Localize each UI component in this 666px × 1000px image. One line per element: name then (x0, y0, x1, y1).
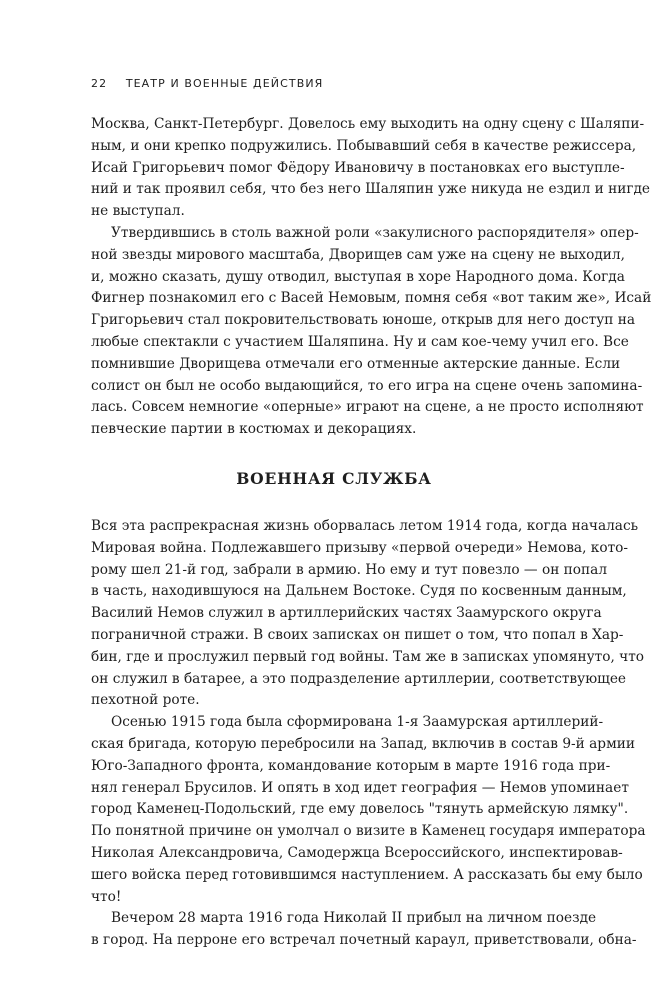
paragraph (91, 223, 652, 441)
page-body (91, 114, 652, 952)
text-line: пехотной роте. (91, 692, 200, 709)
text-line: пограничной стражи. В своих записках он пишет о том, что попал в Хар- (91, 626, 624, 643)
text-line: ская бригада, которую перебросили на Запад, включив в состав 9-й армии (91, 735, 635, 752)
text-line: Василий Немов служил в артиллерийских частях Заамурского округа (91, 605, 602, 622)
running-title: ТЕАТР И ВОЕННЫЕ ДЕЙСТВИЯ (125, 77, 324, 90)
section-heading: ВОЕННАЯ СЛУЖБА (236, 468, 432, 488)
text-line: ной звезды мирового масштаба, Дворищев сам уже на сцену не выходил, (91, 246, 625, 263)
text-line: солист он был не особо выдающийся, то его игра на сцене очень запомина- (91, 377, 643, 394)
text-line: любые спектакли с участием Шаляпина. Ну и сам кое-чему учил его. Все (91, 333, 629, 350)
text-line: Утвердившись в столь важной роли «закулисного распорядителя» опер- (111, 224, 639, 241)
text-line: помнившие Дворищева отмечали его отменные актерские данные. Если (91, 355, 621, 372)
text-line: нял генерал Брусилов. И опять в ход идет география — Немов упоминает (91, 779, 629, 796)
text-line: рому шел 21-й год, забрали в армию. Но ему и тут повезло — он попал (91, 561, 608, 578)
running-header (91, 77, 323, 90)
text-line: лась. Совсем немногие «оперные» играют на сцене, а не просто исполняют (91, 399, 644, 416)
text-line: певческие партии в костюмах и декорациях. (91, 421, 417, 438)
paragraph (91, 712, 646, 908)
text-line: в город. На перроне его встречал почетный караул, приветствовали, обна- (91, 932, 637, 949)
text-line: Вся эта распрекрасная жизнь оборвалась летом 1914 года, когда началась (91, 517, 639, 534)
text-line: бин, где и прослужил первый год войны. Там же в записках упомянуто, что (91, 648, 645, 665)
paragraph (91, 114, 651, 223)
page-number: 22 (91, 77, 108, 90)
text-line: По понятной причине он умолчал о визите в Каменец государя императора (91, 823, 646, 840)
text-line: Мировая война. Подлежавшего призыву «первой очереди» Немова, кото- (91, 539, 629, 556)
text-line: Григорьевич стал покровительствовать юноше, открыв для него доступ на (91, 312, 636, 329)
text-line: Вечером 28 марта 1916 года Николай II прибыл на личном поезде (111, 910, 597, 927)
text-line: Юго-Западного фронта, командование которым в марте 1916 года при- (91, 757, 611, 774)
text-line: Москва, Санкт-Петербург. Довелось ему выходить на одну сцену с Шаляпи- (91, 116, 645, 132)
text-line: Осенью 1915 года была сформирована 1-я Заамурская артиллерий- (111, 714, 604, 731)
text-line: шего войска перед готовившимся наступлением. А рассказать бы ему было (91, 866, 643, 883)
text-before-heading (91, 114, 652, 441)
text-line: Николая Александровича, Самодержца Всероссийского, инспектировав- (91, 844, 623, 861)
paragraph (91, 908, 637, 952)
text-line: ний и так проявил себя, что без него Шаляпин уже никуда не ездил и нигде (91, 181, 651, 198)
paragraph (91, 516, 645, 712)
text-line: ным, и они крепко подружились. Побывавший себя в качестве режиссера, (91, 137, 637, 154)
text-line: он служил в батарее, а это подразделение артиллерии, соответствующее (91, 670, 627, 687)
text-line: что! (91, 888, 122, 905)
text-line: Фигнер познакомил его с Васей Немовым, помня себя «вот таким же», Исай (91, 290, 652, 307)
text-after-heading (91, 516, 646, 952)
text-line: город Каменец-Подольский, где ему довелось "тянуть армейскую лямку". (91, 801, 629, 818)
text-line: и, можно сказать, душу отводил, выступая в хоре Народного дома. Когда (91, 268, 625, 285)
text-line: в часть, находившуюся на Дальнем Востоке. Судя по косвенным данным, (91, 583, 627, 600)
text-line: не выступал. (91, 203, 185, 220)
text-line: Исай Григорьевич помог Фёдору Ивановичу в постановках его выступле- (91, 159, 625, 176)
